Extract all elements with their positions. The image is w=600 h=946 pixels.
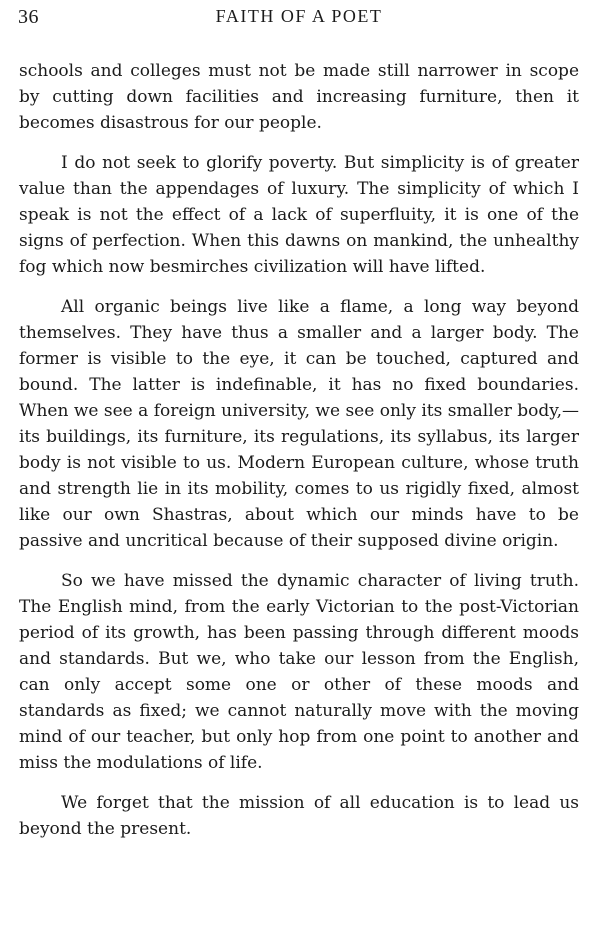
page-header [18,6,580,36]
paragraph-living-truth: So we have missed the dynamic character of living truth. The English mind, from the early Victorian to the post-Victorian period of its growth, has been passing through different moods and standards. But we, who take our lesson from the English, can only accept some one or other of these moods and standards as fixed; we cannot naturally move with the moving mind of our teacher, but only hop from one point to another and miss the modulations of life. [19,571,579,773]
paragraph-simplicity: I do not seek to glorify poverty. But simplicity is of greater value than the appendages of luxury. The simplicity of which I speak is not the effect of a lack of superfluity, it is one of the signs of perfection. When this dawns on mankind, the unhealthy fog which now besmirches civilization will have lifted. [19,153,579,277]
paragraph-organic-beings: All organic beings live like a flame, a long way beyond themselves. They have thus a smaller and a larger body. The former is visible to the eye, it can be touched, captured and bound. The latter is indefinable, it has no fixed boundaries. When we see a foreign university, we see only its smaller body,—its buildings, its furniture, its regulations, its syllabus, its larger body is not visible to us. Modern European culture, whose truth and strength lie in its mobility, comes to us rigidly fixed, almost like our own Shastras, about which our minds have to be passive and uncritical because of their supposed divine origin. [19,297,579,551]
body-text [19,58,579,842]
paragraph-mission-of-education: We forget that the mission of all education is to lead us beyond the present. [19,793,579,839]
running-head: FAITH OF A POET [215,6,383,26]
paragraph-continuation: schools and colleges must not be made still narrower in scope by cutting down facilities and increasing furniture, then it becomes disastrous for our people. [19,61,579,133]
page-number: 36 [18,6,39,28]
